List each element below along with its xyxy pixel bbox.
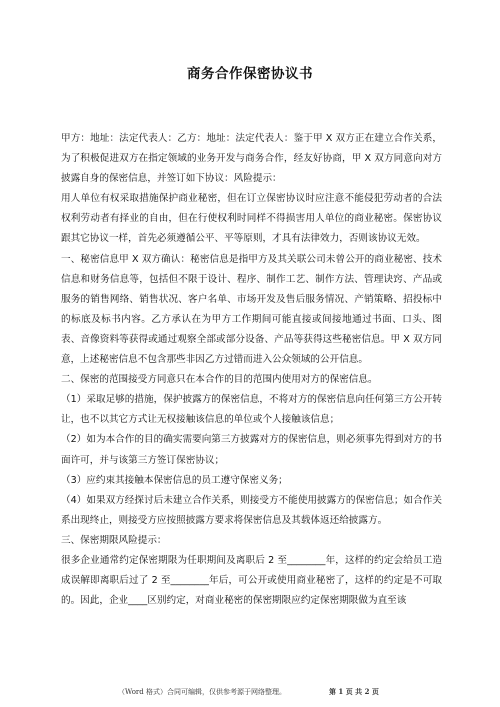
paragraph-parties: 甲方：地址：法定代表人：乙方：地址：法定代表人：鉴于甲 X 双方正在建立合作关系，为了积极促进双方在指定领域的业务开发与商务合作，经友好协商，甲 X 双方同意向对方披露自身的保密信息，并签订如下协议：风险提示： bbox=[61, 133, 442, 185]
paragraph-risk-note: 用人单位有权采取措施保护商业秘密，但在订立保密协议时应注意不能侵犯劳动者的合法权利劳动者有择业的自由，但在行使权利时同样不得损害用人单位的商业秘密。保密协议跟其它协议一样，首先必须遵循公平、平等原则，才具有法律效力，否则该协议无效。 bbox=[61, 193, 442, 245]
paragraph-clause-4: （4）如果双方经探讨后未建立合作关系，则接受方不能使用披露方的保密信息；如合作关系出现终止，则接受方应按照披露方要求将保密信息及其载体返还给披露方。 bbox=[61, 494, 442, 526]
page-number: 第 1 页 共 2 页 bbox=[329, 687, 379, 696]
document-title: 商务合作保密协议书 bbox=[187, 66, 313, 82]
page-footer bbox=[0, 687, 500, 701]
paragraph-clause-1: （1）采取足够的措施，保护披露方的保密信息，不将对方的保密信息向任何第三方公开转让，也不以其它方式让无权接触该信息的单位或个人接触该信息； bbox=[61, 394, 442, 426]
paragraph-clause-3: （3）应约束其接触本保密信息的员工遵守保密义务； bbox=[61, 474, 288, 486]
document-body bbox=[61, 129, 442, 611]
paragraph-section-2: 二、保密的范围接受方同意只在本合作的目的范围内使用对方的保密信息。 bbox=[61, 374, 378, 386]
paragraph-term-note: 很多企业通常约定保密期限为任职期间及离职后 2 至________年，这样的约定会给员工造成误解即离职后过了 2 至________年后，可公开或使用商业秘密了，这样的约定是不可取的。因此，企业____区别约定，对商业秘密的保密期限应约定保密期限做为直至该 bbox=[61, 554, 442, 607]
paragraph-section-3: 三、保密期限风险提示： bbox=[61, 534, 167, 546]
paragraph-clause-2: （2）如为本合作的目的确实需要向第三方披露对方的保密信息，则必须事先得到对方的书面许可，并与该第三方签订保密协议； bbox=[61, 434, 442, 466]
footer-note: （Word 格式）合同可编辑，仅供参考源于网络整理。 bbox=[118, 688, 286, 696]
paragraph-section-1: 一、秘密信息甲 X 双方确认：秘密信息是指甲方及其关联公司未曾公开的商业秘密、技术信息和财务信息等，包括但不限于设计、程序、制作工艺、制作方法、管理诀窍、产品或服务的销售网络、销售状况、客户名单、市场开发及售后服务情况、产销策略、招投标中的标底及标书内容。乙方承认在为甲方工作期间可能直接或间接地通过书面、口头、图表、音像资料等获得或通过观察全部或部分设备、产品等获得这些秘密信息。甲 X 双方同意，上述秘密信息不包含那些非因乙方过错而进入公众领域的公开信息。 bbox=[61, 253, 442, 366]
